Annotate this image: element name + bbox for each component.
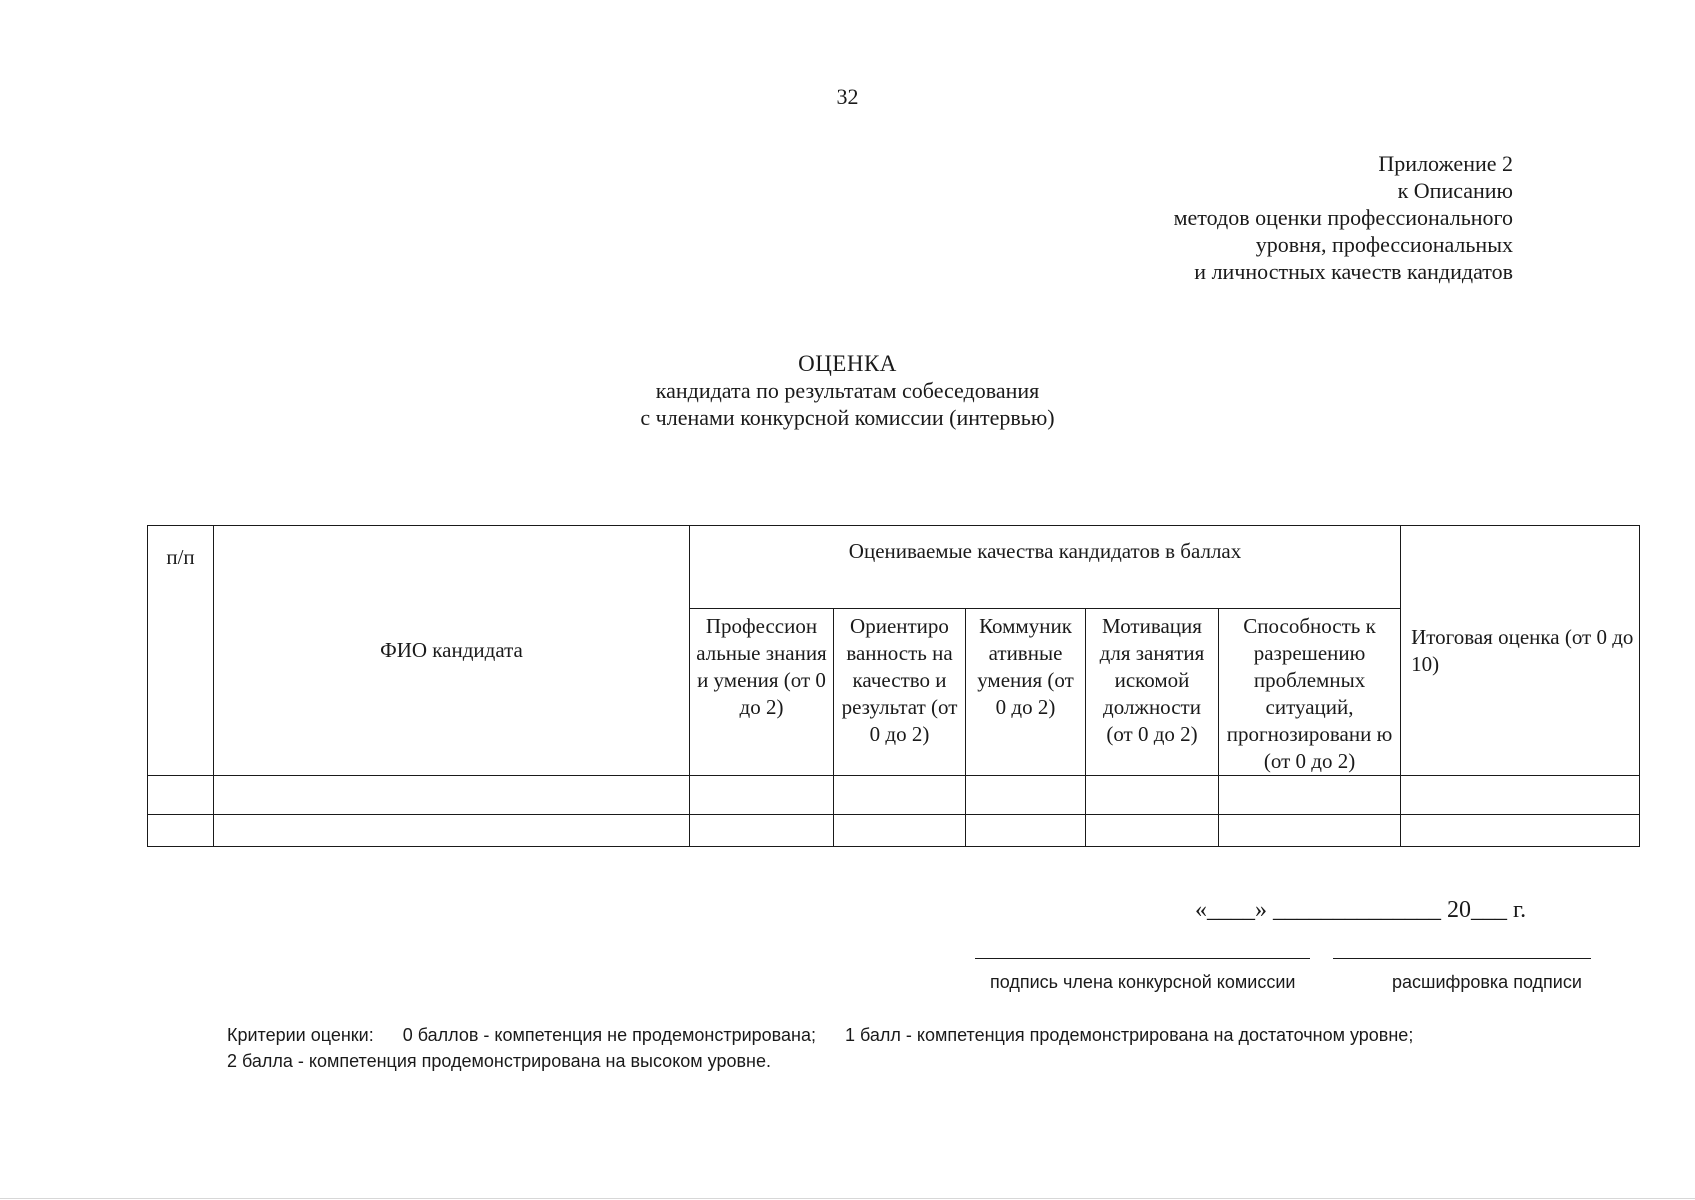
table-row — [148, 815, 1640, 847]
table-cell[interactable] — [1401, 815, 1640, 847]
document-title — [0, 350, 1695, 431]
table-cell[interactable] — [214, 815, 690, 847]
date-line: «____» ______________ 20___ г. — [1195, 897, 1527, 923]
header-communication-skills: Коммуник ативные умения (от 0 до 2) — [966, 609, 1086, 776]
criteria-zero: 0 баллов - компетенция не продемонстрирована; — [402, 1025, 816, 1045]
member-signature-line — [975, 958, 1310, 959]
appendix-line: и личностных качеств кандидатов — [1194, 259, 1513, 284]
criteria-block — [227, 1022, 1413, 1074]
evaluation-table — [147, 525, 1640, 847]
criteria-line — [227, 1022, 1413, 1048]
header-professional-knowledge: Профессион альные знания и умения (от 0 до 2) — [690, 609, 834, 776]
table-cell[interactable] — [1086, 815, 1219, 847]
table-cell[interactable] — [1401, 776, 1640, 815]
header-problem-solving: Способность к разрешению проблемных ситуаций, прогнозировани ю (от 0 до 2) — [1219, 609, 1401, 776]
table-cell[interactable] — [966, 776, 1086, 815]
header-qualities-group: Оцениваемые качества кандидатов в баллах — [690, 526, 1401, 609]
table-cell[interactable] — [1219, 776, 1401, 815]
criteria-two: 2 балла - компетенция продемонстрирована на высоком уровне. — [227, 1051, 771, 1071]
header-total-score: Итоговая оценка (от 0 до 10) — [1401, 526, 1640, 776]
table-cell[interactable] — [834, 815, 966, 847]
table-cell[interactable] — [1086, 776, 1219, 815]
header-row — [148, 526, 1640, 609]
table-cell[interactable] — [148, 815, 214, 847]
decode-signature-line — [1333, 958, 1591, 959]
header-quality-orientation: Ориентиро ванность на качество и результат (от 0 до 2) — [834, 609, 966, 776]
table-cell[interactable] — [214, 776, 690, 815]
table-cell[interactable] — [966, 815, 1086, 847]
table-row — [148, 776, 1640, 815]
table-cell[interactable] — [834, 776, 966, 815]
title-line: кандидата по результатам собеседования — [655, 378, 1040, 403]
table-cell[interactable] — [690, 776, 834, 815]
appendix-line: к Описанию — [1397, 178, 1513, 203]
member-signature-label: подпись члена конкурсной комиссии — [990, 972, 1296, 992]
appendix-line: Приложение 2 — [1378, 151, 1513, 176]
page-number: 32 — [836, 84, 859, 109]
table-cell[interactable] — [148, 776, 214, 815]
decode-signature-label: расшифровка подписи — [1392, 972, 1582, 992]
appendix-line: методов оценки профессионального — [1173, 205, 1513, 230]
appendix-line: уровня, профессиональных — [1255, 232, 1513, 257]
appendix-caption — [1174, 150, 1513, 285]
header-motivation: Мотивация для занятия искомой должности (от 0 до 2) — [1086, 609, 1219, 776]
page-edge-line — [0, 1198, 1695, 1199]
criteria-one: 1 балл - компетенция продемонстрирована на достаточном уровне; — [844, 1025, 1414, 1045]
title-main: ОЦЕНКА — [798, 351, 897, 376]
title-line: с членами конкурсной комиссии (интервью) — [640, 405, 1055, 430]
table-cell[interactable] — [1219, 815, 1401, 847]
table-cell[interactable] — [690, 815, 834, 847]
header-candidate-name: ФИО кандидата — [214, 526, 690, 776]
header-number: п/п — [148, 526, 214, 776]
criteria-label: Критерии оценки: — [227, 1025, 374, 1045]
